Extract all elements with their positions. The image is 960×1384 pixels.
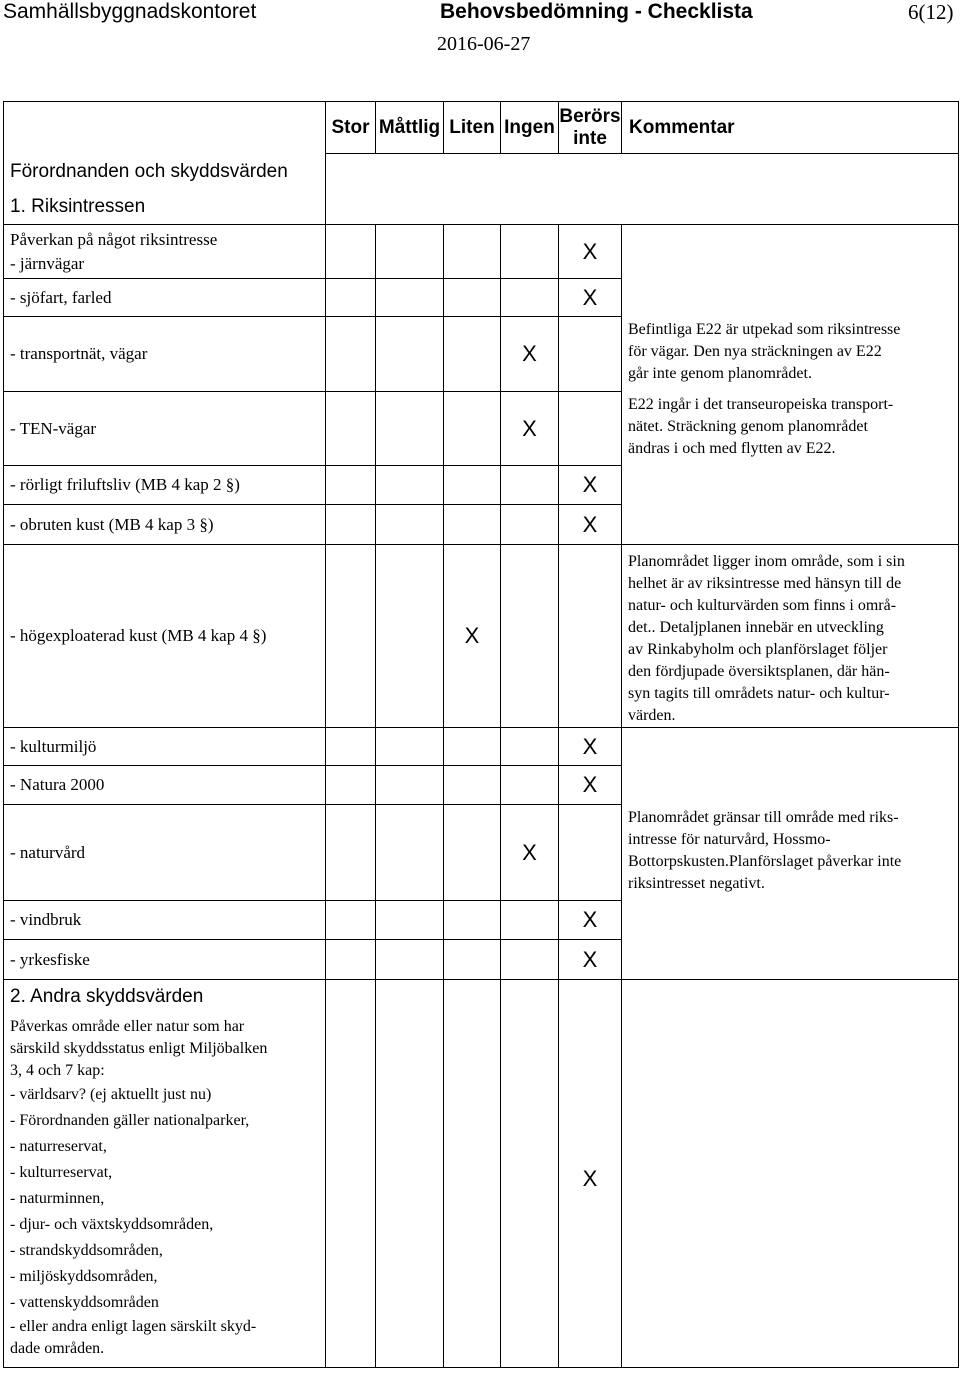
col-kommentar: Kommentar (622, 102, 959, 154)
col-ingen: Ingen (501, 102, 559, 154)
table-row (4, 505, 959, 545)
mark-berors: X (559, 766, 622, 805)
mark-ingen: X (501, 805, 559, 901)
empty-cell (444, 980, 501, 1368)
table-row (4, 225, 959, 279)
col-mattlig: Måttlig (376, 102, 444, 154)
comment-cell (622, 505, 959, 545)
mark-berors: X (559, 225, 622, 279)
row-label: - naturvård (4, 805, 326, 901)
row-label: - Natura 2000 (4, 766, 326, 805)
comment-cell (622, 279, 959, 317)
comment-line: E22 ingår i det transeuropeiska transport- (628, 395, 894, 413)
section2-title: 2. Andra skyddsvärden (10, 986, 204, 1007)
section-title-row (4, 154, 959, 191)
table-row (4, 901, 959, 940)
row-label: - transportnät, vägar (4, 317, 326, 392)
comment-line: natur- och kulturvärden som finns i områ- (628, 597, 897, 614)
table-row (4, 392, 959, 466)
section1-title: Förordnanden och skyddsvärden (4, 154, 326, 191)
empty-cell (444, 901, 501, 940)
empty-cell (326, 279, 376, 317)
empty-cell (376, 980, 444, 1368)
comment-line: intresse för naturvård, Hossmo- (628, 830, 831, 848)
empty-cell (326, 317, 376, 392)
section2-line: 3, 4 och 7 kap: (10, 1062, 105, 1079)
empty-cell (376, 505, 444, 545)
comment-line: värden. (628, 707, 676, 724)
subsection-row (4, 191, 959, 225)
empty-cell (376, 225, 444, 279)
mark-berors: X (559, 940, 622, 980)
comment-cell (622, 466, 959, 505)
section2-line: - Förordnanden gäller nationalparker, (10, 1112, 250, 1129)
section2-line: särskild skyddsstatus enligt Miljöbalken (10, 1040, 268, 1057)
section2-line: Påverkas område eller natur som har (10, 1018, 245, 1035)
row-label: - obruten kust (MB 4 kap 3 §) (4, 505, 326, 545)
mark-berors: X (559, 728, 622, 766)
empty-cell (559, 392, 622, 466)
comment-cell (622, 728, 959, 766)
section2-line: - strandskyddsområden, (10, 1242, 163, 1259)
empty-cell (501, 940, 559, 980)
empty-cell (326, 805, 376, 901)
empty-cell (326, 766, 376, 805)
page-number: 6(12) (908, 0, 954, 24)
section2-text (4, 980, 326, 1368)
comment-cell (622, 980, 959, 1368)
row-label: - vindbruk (4, 901, 326, 940)
section2-line: - djur- och växtskyddsområden, (10, 1216, 214, 1233)
empty-cell (376, 392, 444, 466)
row-label: - högexploaterad kust (MB 4 kap 4 §) (4, 545, 326, 728)
mark-berors: X (559, 505, 622, 545)
empty-cell (376, 317, 444, 392)
row-label: - kulturmiljö (4, 728, 326, 766)
mark-berors: X (559, 901, 622, 940)
empty-cell (326, 728, 376, 766)
empty-cell (444, 805, 501, 901)
empty-cell (444, 940, 501, 980)
empty-cell (376, 466, 444, 505)
empty-cell (326, 505, 376, 545)
comment-ten (622, 392, 959, 466)
comment-line: nätet. Sträckning genom planområdet (628, 417, 868, 435)
comment-line: syn tagits till områdets natur- och kultur- (628, 685, 890, 702)
empty-cell (501, 279, 559, 317)
section-title-blank (326, 154, 959, 191)
empty-cell (376, 805, 444, 901)
table-row (4, 279, 959, 317)
section2-line: - naturreservat, (10, 1138, 107, 1155)
empty-cell (444, 466, 501, 505)
empty-cell (444, 279, 501, 317)
comment-line: ändras i och med flytten av E22. (628, 439, 836, 457)
empty-cell (326, 392, 376, 466)
empty-cell (326, 980, 376, 1368)
comment-cell (622, 940, 959, 980)
table-row (4, 940, 959, 980)
comment-line: det.. Detaljplanen innebär en utveckling (628, 619, 884, 636)
empty-cell (326, 466, 376, 505)
empty-cell (444, 766, 501, 805)
comment-line: går inte genom planområdet. (628, 364, 812, 382)
comment-line: helhet är av riksintresse med hänsyn till de (628, 575, 902, 592)
row-label: - rörligt friluftsliv (MB 4 kap 2 §) (4, 466, 326, 505)
empty-cell (326, 545, 376, 728)
empty-cell (501, 545, 559, 728)
document-title: Behovsbedömning - Checklista (440, 0, 753, 23)
empty-cell (444, 728, 501, 766)
row-label (4, 225, 326, 279)
empty-cell (444, 317, 501, 392)
mark-berors: X (559, 279, 622, 317)
col-berors-line1: Berörs (559, 105, 621, 127)
table-row (4, 805, 959, 901)
comment-transport (622, 317, 959, 392)
empty-cell (326, 940, 376, 980)
comment-cell (622, 225, 959, 279)
empty-cell (326, 225, 376, 279)
empty-cell (326, 901, 376, 940)
mark-berors: X (559, 980, 622, 1368)
table-row (4, 728, 959, 766)
empty-cell (376, 766, 444, 805)
col-stor: Stor (326, 102, 376, 154)
mark-ingen: X (501, 317, 559, 392)
empty-cell (444, 392, 501, 466)
header-blank-cell (4, 102, 326, 154)
col-berors-inte (559, 102, 622, 154)
mark-ingen: X (501, 392, 559, 466)
table-row (4, 466, 959, 505)
comment-line: riksintresset negativt. (628, 874, 765, 892)
checklist-table (3, 101, 959, 1368)
empty-cell (501, 225, 559, 279)
row-label: - yrkesfiske (4, 940, 326, 980)
empty-cell (559, 545, 622, 728)
subsection-blank (326, 191, 959, 225)
office-name: Samhällsbyggnadskontoret (3, 0, 257, 23)
empty-cell (376, 901, 444, 940)
section2-line: - kulturreservat, (10, 1164, 113, 1181)
empty-cell (501, 766, 559, 805)
empty-cell (501, 505, 559, 545)
empty-cell (501, 466, 559, 505)
comment-line: Planområdet ligger inom område, som i sin (628, 553, 905, 570)
comment-cell (622, 766, 959, 805)
table-row (4, 545, 959, 728)
empty-cell (376, 545, 444, 728)
document-date: 2016-06-27 (437, 33, 531, 55)
comment-line: av Rinkabyholm och planförslaget följer (628, 641, 888, 658)
empty-cell (444, 505, 501, 545)
col-berors-line2: inte (573, 127, 607, 149)
empty-cell (559, 805, 622, 901)
column-header-row (4, 102, 959, 154)
comment-line: den fördjupade översiktsplanen, där hän- (628, 663, 890, 680)
empty-cell (444, 225, 501, 279)
comment-line: för vägar. Den nya sträckningen av E22 (628, 342, 882, 360)
comment-hogexploaterad (622, 545, 959, 728)
comment-line: Befintliga E22 är utpekad som riksintresse (628, 320, 901, 338)
section1-subtitle: 1. Riksintressen (4, 191, 326, 225)
table-row (4, 317, 959, 392)
comment-line: Bottorpskusten.Planförslaget påverkar inte (628, 852, 902, 870)
comment-cell (622, 901, 959, 940)
empty-cell (376, 728, 444, 766)
section2-line: - naturminnen, (10, 1190, 105, 1207)
section2-line: - miljöskyddsområden, (10, 1268, 158, 1285)
empty-cell (559, 317, 622, 392)
mark-berors: X (559, 466, 622, 505)
section2-line: - eller andra enligt lagen särskilt skyd- (10, 1318, 257, 1335)
col-liten: Liten (444, 102, 501, 154)
table-row (4, 766, 959, 805)
section2-row (4, 980, 959, 1368)
section2-line: dade områden. (10, 1340, 105, 1357)
mark-liten: X (444, 545, 501, 728)
row-label-line2: - järnvägar (10, 253, 85, 273)
empty-cell (501, 901, 559, 940)
comment-naturvard (622, 805, 959, 901)
section2-line: - vattenskyddsområden (10, 1294, 159, 1311)
empty-cell (501, 980, 559, 1368)
row-label-line1: Påverkan på något riksintresse (10, 229, 218, 249)
row-label: - sjöfart, farled (4, 279, 326, 317)
empty-cell (376, 279, 444, 317)
empty-cell (501, 728, 559, 766)
section2-line: - världsarv? (ej aktuellt just nu) (10, 1086, 212, 1103)
comment-line: Planområdet gränsar till område med riks- (628, 808, 899, 826)
empty-cell (376, 940, 444, 980)
row-label: - TEN-vägar (4, 392, 326, 466)
